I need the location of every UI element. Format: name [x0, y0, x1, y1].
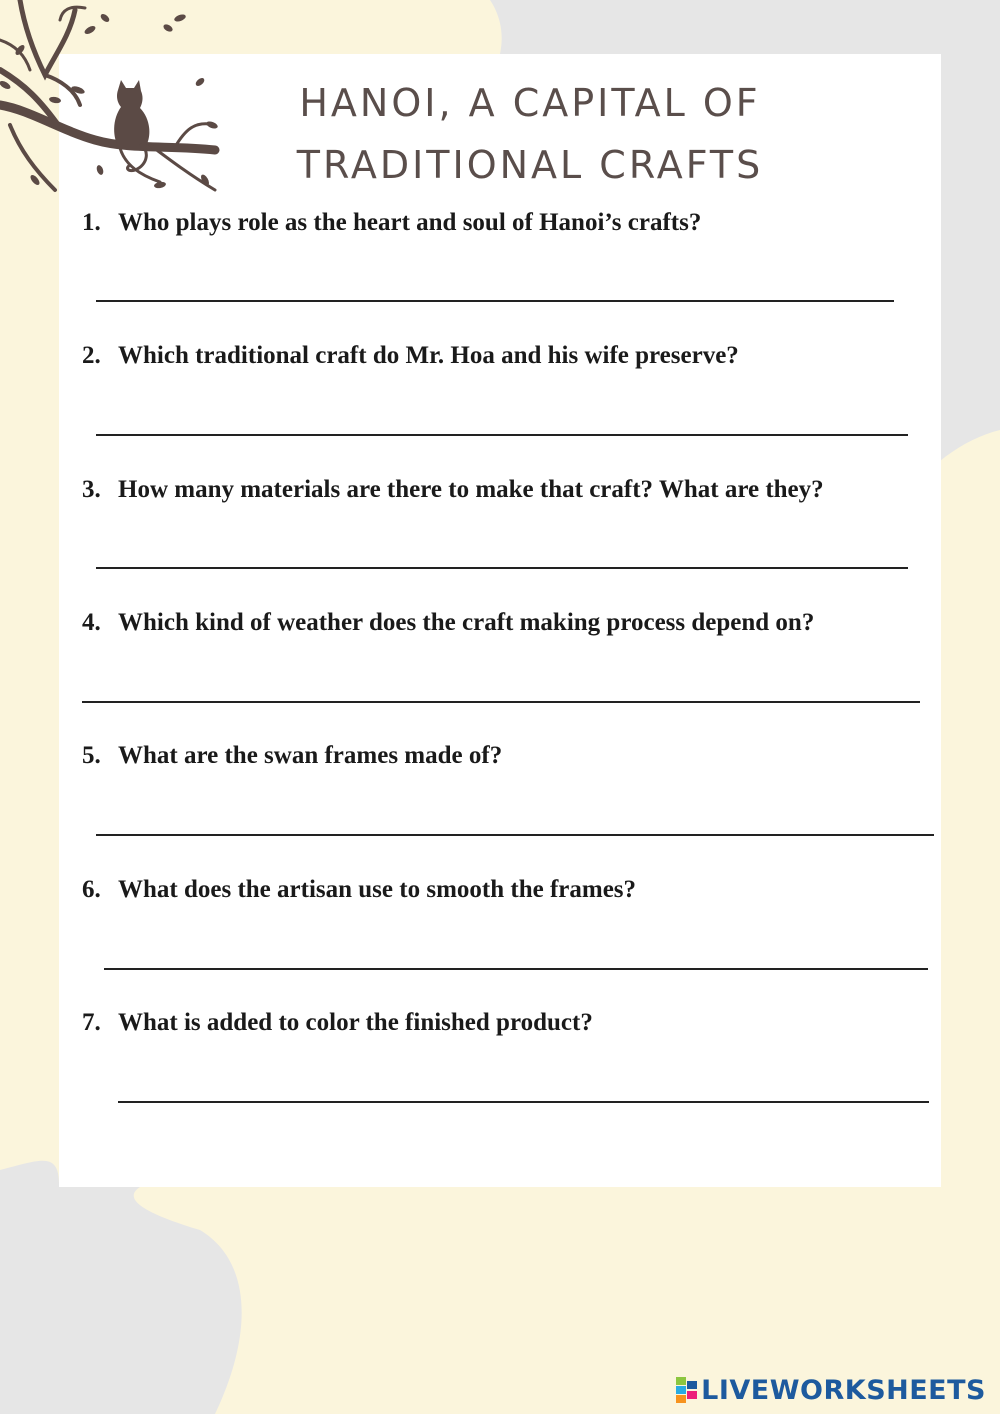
- question-number: 3.: [82, 476, 101, 503]
- answer-line-7[interactable]: [118, 1101, 929, 1103]
- question-number: 5.: [82, 742, 101, 769]
- question-3: [82, 476, 824, 504]
- question-text: What does the artisan use to smooth the frames?: [118, 876, 637, 903]
- answer-line-1[interactable]: [96, 300, 894, 302]
- question-number: 2.: [82, 342, 101, 369]
- question-6: [82, 876, 636, 904]
- title-line-2: TRADITIONAL CRAFTS: [296, 143, 764, 187]
- question-text: How many materials are there to make that craft? What are they?: [118, 476, 824, 503]
- liveworksheets-logo-icon: [676, 1377, 698, 1403]
- question-text: What are the swan frames made of?: [118, 742, 503, 769]
- question-text: Which traditional craft do Mr. Hoa and his wife preserve?: [118, 342, 739, 369]
- question-number: 1.: [82, 209, 101, 236]
- tree-cat-illustration: [0, 0, 230, 200]
- answer-line-4[interactable]: [82, 701, 920, 703]
- question-1: [82, 209, 701, 237]
- answer-line-3[interactable]: [96, 567, 908, 569]
- answer-line-5[interactable]: [96, 834, 934, 836]
- brand-text: LIVEWORKSHEETS: [701, 1374, 986, 1406]
- title-line-1: HANOI, A CAPITAL OF: [299, 81, 761, 125]
- page-title: [230, 72, 830, 196]
- answer-line-2[interactable]: [96, 434, 908, 436]
- answer-line-6[interactable]: [104, 968, 928, 970]
- cat-silhouette: [114, 80, 149, 146]
- question-7: [82, 1009, 593, 1037]
- liveworksheets-brand[interactable]: [676, 1374, 986, 1406]
- question-number: 6.: [82, 876, 101, 903]
- question-text: Which kind of weather does the craft making process depend on?: [118, 609, 815, 636]
- question-text: Who plays role as the heart and soul of Hanoi’s crafts?: [118, 209, 702, 236]
- question-5: [82, 742, 502, 770]
- gray-blob-bottom-left: [0, 1161, 242, 1414]
- question-number: 4.: [82, 609, 101, 636]
- question-number: 7.: [82, 1009, 101, 1036]
- question-text: What is added to color the finished product?: [118, 1009, 593, 1036]
- question-4: [82, 609, 814, 637]
- question-2: [82, 342, 739, 370]
